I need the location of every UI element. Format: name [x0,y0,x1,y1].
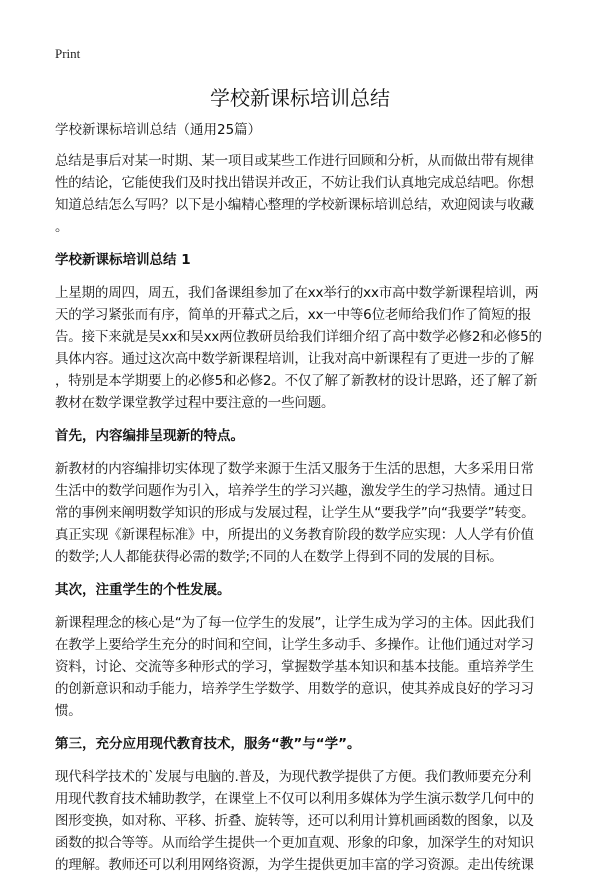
paragraph-line: 在教学上要给学生充分的时间和空间，让学生多动手、多操作。让他们通过对学习 [55,637,534,653]
paragraph-line: 生活中的数学问题作为引入，培养学生的学习兴趣，激发学生的学习热情。通过日 [55,483,534,499]
paragraph-line: 真正实现《新课程标准》中，所提出的义务教育阶段的数学应实现：人人学有价值 [55,527,534,543]
document-body [55,120,555,888]
page-title: 学校新课标培训总结 [210,86,390,110]
paragraph [55,282,555,414]
paragraph-line: 常的事例来阐明数学知识的形成与发展过程，让学生从“要我学”向“我要学”转变。 [55,505,535,521]
paragraph [55,766,555,876]
paragraph [55,612,555,722]
paragraph-line: 知道总结怎么写吗？以下是小编精心整理的学校新课标培训总结，欢迎阅读与收藏 [55,197,534,213]
section-heading: 第三，充分应用现代教育技术，服务“教”与“学”。 [55,736,361,752]
paragraph-line: 的创新意识和动手能力，培养学生学数学、用数学的意识，使其养成良好的学习习 [55,681,534,697]
paragraph-line: 的理解。教师还可以利用网络资源，为学生提供更加丰富的学习资源。走出传统课 [55,857,534,873]
paragraph-line: 用现代教育技术辅助教学，在课堂上不仅可以利用多媒体为学生演示数学几何中的 [55,791,534,807]
paragraph-line: 资料，讨论、交流等多种形式的学习，掌握数学基本知识和基本技能。重培养学生 [55,659,534,675]
paragraph-line: 新课程理念的核心是“为了每一位学生的发展”，让学生成为学习的主体。因此我们 [55,615,535,631]
section-heading: 其次，注重学生的个性发展。 [55,582,231,598]
print-link[interactable]: Print [55,46,81,61]
paragraph-line: 函数的拟合等等。从而给学生提供一个更加直观、形象的印象，加深学生的对知识 [55,835,534,851]
document-subtitle: 学校新课标培训总结（通用25篇） [55,122,262,138]
paragraph-line: 惯。 [55,703,82,719]
paragraph-line: 。 [55,219,69,235]
paragraph [55,458,555,568]
paragraph-line: 图形变换，如对称、平移、折叠、旋转等，还可以利用计算机画函数的图象，以及 [55,813,534,829]
paragraph-line: 总结是事后对某一时期、某一项目或某些工作进行回顾和分析，从而做出带有规律 [55,153,534,169]
paragraph-line: 现代科学技术的`发展与电脑的.普及，为现代教学提供了方便。我们教师要充分利 [55,769,532,785]
section-heading: 学校新课标培训总结 1 [55,252,191,268]
paragraph-line: 性的结论，它能使我们及时找出错误并改正，不妨让我们认真地完成总结吧。你想 [55,175,534,191]
paragraph [55,150,555,238]
paragraph-line: ，特别是本学期要上的必修5和必修2。不仅了解了新教材的设计思路，还了解了新 [55,373,538,389]
paragraph-line: 新教材的内容编排切实体现了数学来源于生活又服务于生活的思想，大多采用日常 [55,461,534,477]
section-heading: 首先，内容编排呈现新的特点。 [55,428,244,444]
paragraph-line: 上星期的周四，周五，我们备课组参加了在xx举行的xx市高中数学新课程培训，两 [55,285,539,301]
paragraph-line: 告。接下来就是吴xx和吴xx两位教研员给我们详细介绍了高中数学必修2和必修5的 [55,329,542,345]
paragraph-line: 天的学习紧张而有序，简单的开幕式之后，xx一中等6位老师给我们作了简短的报 [55,307,532,323]
paragraph-line: 教材在数学课堂教学过程中要注意的一些问题。 [55,395,335,411]
paragraph-line: 具体内容。通过这次高中数学新课程培训，让我对高中新课程有了更进一步的了解 [55,351,534,367]
paragraph-line: 的数学;人人都能获得必需的数学;不同的人在数学上得到不同的发展的目标。 [55,549,503,565]
